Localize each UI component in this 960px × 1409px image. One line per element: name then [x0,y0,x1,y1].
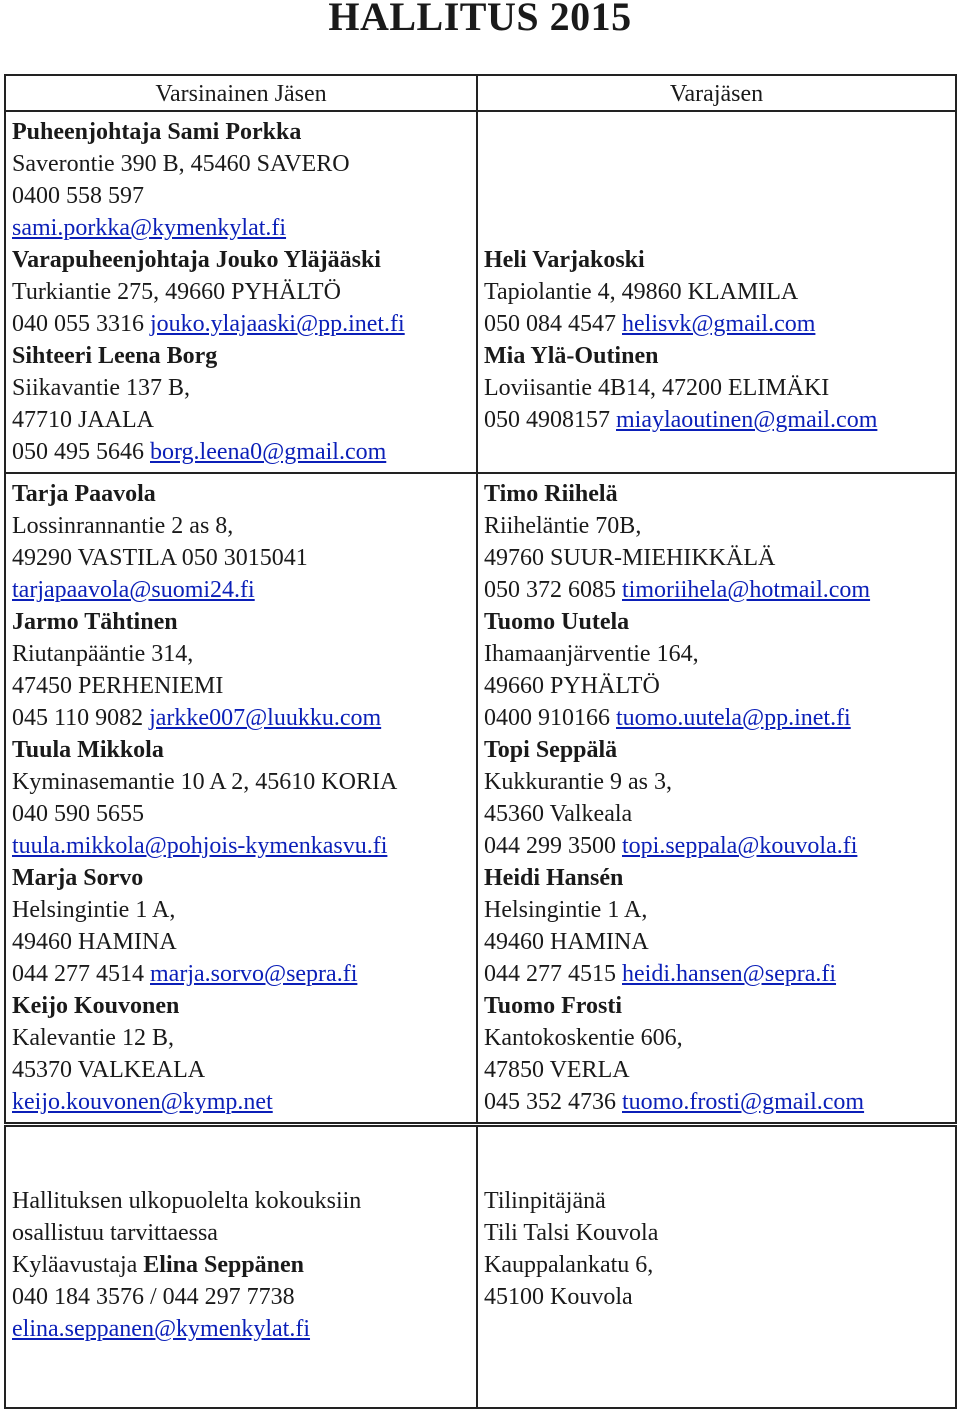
member-entry [484,606,949,734]
contact-line [12,702,470,734]
footer-text-line: osallistuu tarvittaessa [12,1220,218,1246]
email-link[interactable]: tarjapaavola@suomi24.fi [12,577,255,603]
member-detail: Kyminasemantie 10 A 2, 45610 KORIA [12,769,398,795]
assistant-phone: 040 184 3576 / 044 297 7738 [12,1284,295,1310]
member-detail: Helsingintie 1 A, [484,897,648,923]
accountant-line: Kauppalankatu 6, [484,1252,654,1278]
member-detail: Kantokoskentie 606, [484,1025,683,1051]
email-link[interactable]: keijo.kouvonen@kymp.net [12,1089,273,1115]
email-link[interactable]: tuomo.uutela@pp.inet.fi [616,705,851,731]
member-detail: 49660 PYHÄLTÖ [484,673,660,699]
member-name: Varapuheenjohtaja Jouko Yläjääski [12,247,381,273]
page-title: HALLITUS 2015 [328,0,632,39]
member-detail: Siikavantie 137 B, [12,375,190,401]
member-name: Jarmo Tähtinen [12,609,178,635]
member-phone: 044 277 4514 [12,961,144,987]
contact-line [12,830,470,862]
email-link[interactable]: marja.sorvo@sepra.fi [150,961,358,987]
accountant-line: Tili Talsi Kouvola [484,1220,659,1246]
member-entry [484,340,949,436]
member-phone: 045 352 4736 [484,1089,616,1115]
email-link[interactable]: jouko.ylajaaski@pp.inet.fi [150,311,405,337]
member-detail: Tapiolantie 4, 49860 KLAMILA [484,279,799,305]
member-detail: Riiheläntie 70B, [484,513,642,539]
member-entry [484,990,949,1118]
contact-line [12,958,470,990]
member-entry [484,734,949,862]
board-table [4,74,957,1124]
spacer [484,116,949,244]
email-link[interactable]: miaylaoutinen@gmail.com [616,407,878,433]
member-phone: 050 4908157 [484,407,610,433]
email-link[interactable]: borg.leena0@gmail.com [150,439,387,465]
member-phone: 045 110 9082 [12,705,144,731]
contact-line [484,1086,949,1118]
footer-table [4,1125,957,1409]
member-detail: Kukkurantie 9 as 3, [484,769,672,795]
member-name: Heidi Hansén [484,865,624,891]
header-deputy: Varajäsen [477,75,956,111]
member-entry [12,244,470,340]
member-detail: 45370 VALKEALA [12,1057,206,1083]
member-name: Keijo Kouvonen [12,993,180,1019]
assistant-name: Elina Seppänen [143,1252,305,1278]
contact-line [12,212,470,244]
contact-line [484,404,949,436]
contact-line [484,574,949,606]
member-detail: 49290 VASTILA 050 3015041 [12,545,308,571]
member-phone: 050 084 4547 [484,311,616,337]
member-detail: Riutanpääntie 314, [12,641,194,667]
footer-left-cell [5,1126,477,1408]
member-name: Tuomo Uutela [484,609,630,635]
email-link[interactable]: tuomo.frosti@gmail.com [622,1089,865,1115]
main-cell [5,473,477,1123]
member-name: Topi Seppälä [484,737,618,763]
footer-right-cell [477,1126,956,1408]
member-name: Sihteeri Leena Borg [12,343,218,369]
member-detail: 45360 Valkeala [484,801,633,827]
email-link[interactable]: sami.porkka@kymenkylat.fi [12,215,287,241]
table-row [5,473,956,1123]
member-phone: 0400 910166 [484,705,610,731]
contact-line [484,308,949,340]
member-name: Puheenjohtaja Sami Porkka [12,119,302,145]
footer-row [5,1126,956,1408]
member-entry [12,340,470,468]
contact-line [12,436,470,468]
member-detail: Turkiantie 275, 49660 PYHÄLTÖ [12,279,341,305]
email-link[interactable]: timoriihela@hotmail.com [622,577,871,603]
assistant-line [12,1249,470,1281]
assistant-email-link[interactable]: elina.seppanen@kymenkylat.fi [12,1316,311,1342]
member-detail: 49460 HAMINA [484,929,649,955]
contact-line [484,702,949,734]
email-link[interactable]: jarkke007@luukku.com [149,705,382,731]
member-entry [484,862,949,990]
accountant-line: Tilinpitäjänä [484,1188,606,1214]
footer-text-line: Hallituksen ulkopuolelta kokouksiin [12,1188,362,1214]
member-phone: 040 055 3316 [12,311,144,337]
member-entry [12,606,470,734]
member-entry [12,990,470,1118]
member-phone: 044 299 3500 [484,833,616,859]
member-detail: 49760 SUUR-MIEHIKKÄLÄ [484,545,776,571]
member-name: Mia Ylä-Outinen [484,343,659,369]
accountant-line: 45100 Kouvola [484,1284,633,1310]
main-cell [5,111,477,473]
deputy-cell [477,473,956,1123]
member-detail: 47710 JAALA [12,407,154,433]
member-name: Tarja Paavola [12,481,156,507]
member-entry [12,734,470,862]
member-detail: 47450 PERHENIEMI [12,673,224,699]
member-detail: Kalevantie 12 B, [12,1025,174,1051]
header-main: Varsinainen Jäsen [5,75,477,111]
contact-line [484,830,949,862]
member-detail: Saverontie 390 B, 45460 SAVERO [12,151,350,177]
email-link[interactable]: heidi.hansen@sepra.fi [622,961,837,987]
member-name: Timo Riihelä [484,481,618,507]
member-phone: 050 372 6085 [484,577,616,603]
member-detail: Helsingintie 1 A, [12,897,176,923]
member-phone: 044 277 4515 [484,961,616,987]
member-entry [12,116,470,244]
member-detail: 040 590 5655 [12,801,144,827]
contact-line [12,574,470,606]
member-detail: 0400 558 597 [12,183,144,209]
email-link[interactable]: topi.seppala@kouvola.fi [622,833,858,859]
member-phone: 050 495 5646 [12,439,144,465]
member-detail: 47850 VERLA [484,1057,630,1083]
member-detail: Ihamaanjärventie 164, [484,641,699,667]
assistant-role: Kyläavustaja [12,1252,138,1278]
member-name: Tuula Mikkola [12,737,164,763]
member-detail: Loviisantie 4B14, 47200 ELIMÄKI [484,375,830,401]
contact-line [484,958,949,990]
member-name: Heli Varjakoski [484,247,645,273]
member-entry [12,478,470,606]
table-row [5,111,956,473]
member-entry [484,478,949,606]
member-detail: Lossinrannantie 2 as 8, [12,513,234,539]
email-link[interactable]: tuula.mikkola@pohjois-kymenkasvu.fi [12,833,388,859]
email-link[interactable]: helisvk@gmail.com [622,311,816,337]
member-entry [12,862,470,990]
member-entry [484,244,949,340]
contact-line [12,1086,470,1118]
member-name: Marja Sorvo [12,865,144,891]
member-detail: 49460 HAMINA [12,929,177,955]
member-name: Tuomo Frosti [484,993,623,1019]
header-row [5,75,956,111]
deputy-cell [477,111,956,473]
contact-line [12,308,470,340]
